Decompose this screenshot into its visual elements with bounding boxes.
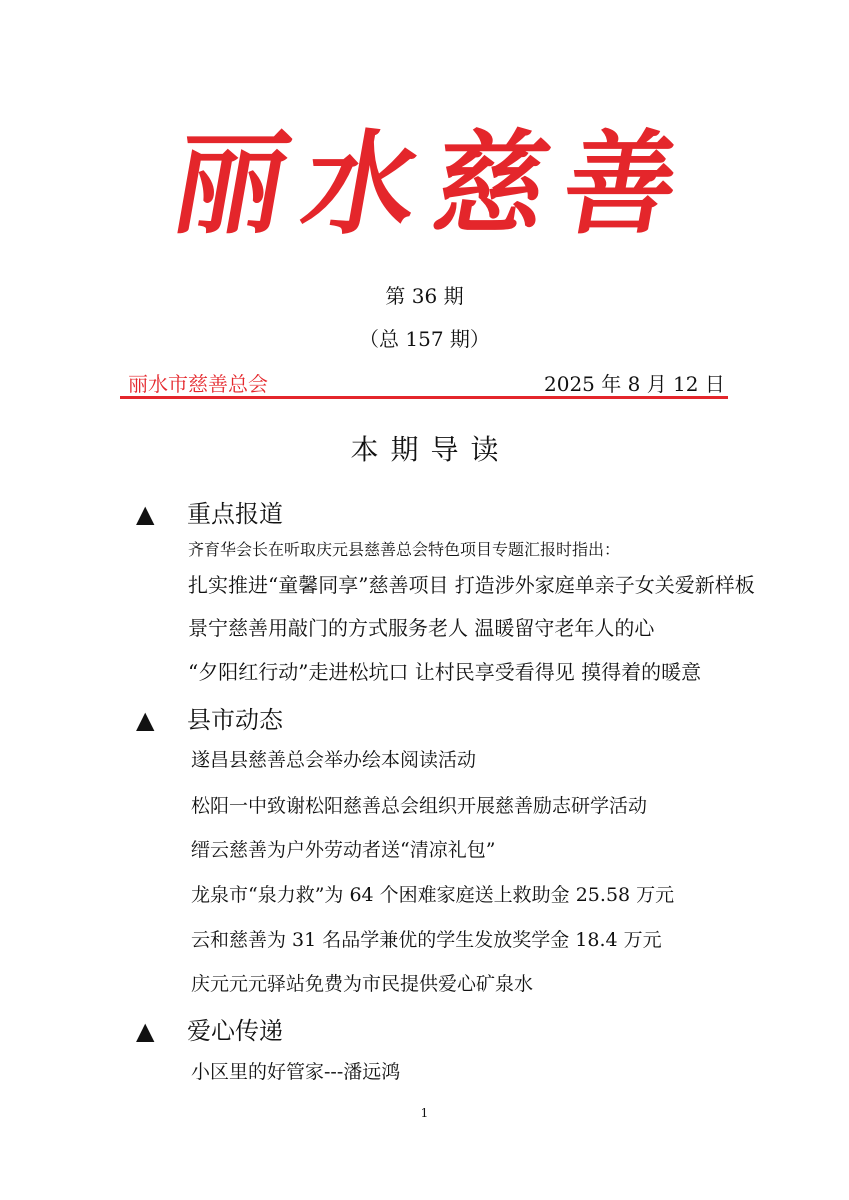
section-heading-label: 重点报道 [187,500,283,528]
issue-number: 第 36 期 [385,284,464,308]
publication-date: 2025 年 8 月 12 日 [544,372,725,396]
section-heading-label: 爱心传递 [187,1017,283,1045]
issue-total: （总 157 期） [359,327,490,351]
triangle-icon: ▲ [136,706,155,734]
article-link[interactable]: 扎实推进“童馨同享”慈善项目 打造涉外家庭单亲子女关爱新样板 [188,573,755,597]
article-link[interactable]: 缙云慈善为户外劳动者送“清凉礼包” [191,839,496,861]
article-link[interactable]: 遂昌县慈善总会举办绘本阅读活动 [191,749,477,771]
triangle-icon: ▲ [136,500,155,528]
masthead-title: 丽水慈善 [163,119,707,250]
article-link[interactable]: 龙泉市“泉力救”为 64 个困难家庭送上救助金 25.58 万元 [191,884,675,906]
article-link[interactable]: 景宁慈善用敲门的方式服务老人 温暖留守老年人的心 [188,616,655,640]
section-heading-love-relay [136,1011,283,1046]
article-link[interactable]: 小区里的好管家---潘远鸿 [191,1061,401,1083]
article-link[interactable]: 松阳一中致谢松阳慈善总会组织开展慈善励志研学活动 [191,795,648,817]
article-link[interactable]: 庆元元元驿站免费为市民提供爱心矿泉水 [191,973,534,995]
article-link[interactable]: 齐育华会长在听取庆元县慈善总会特色项目专题汇报时指出： [188,540,621,559]
triangle-icon: ▲ [136,1017,155,1045]
publisher-name: 丽水市慈善总会 [128,372,268,396]
page-number: 1 [420,1106,429,1120]
section-heading-key-reports [136,494,283,529]
red-divider [120,396,728,399]
section-heading-label: 县市动态 [187,706,283,734]
section-heading-local-news [136,700,283,735]
article-link[interactable]: 云和慈善为 31 名品学兼优的学生发放奖学金 18.4 万元 [191,929,662,951]
article-link[interactable]: “夕阳红行动”走进松坑口 让村民享受看得见 摸得着的暖意 [188,660,702,684]
toc-title: 本期导读 [350,433,511,466]
